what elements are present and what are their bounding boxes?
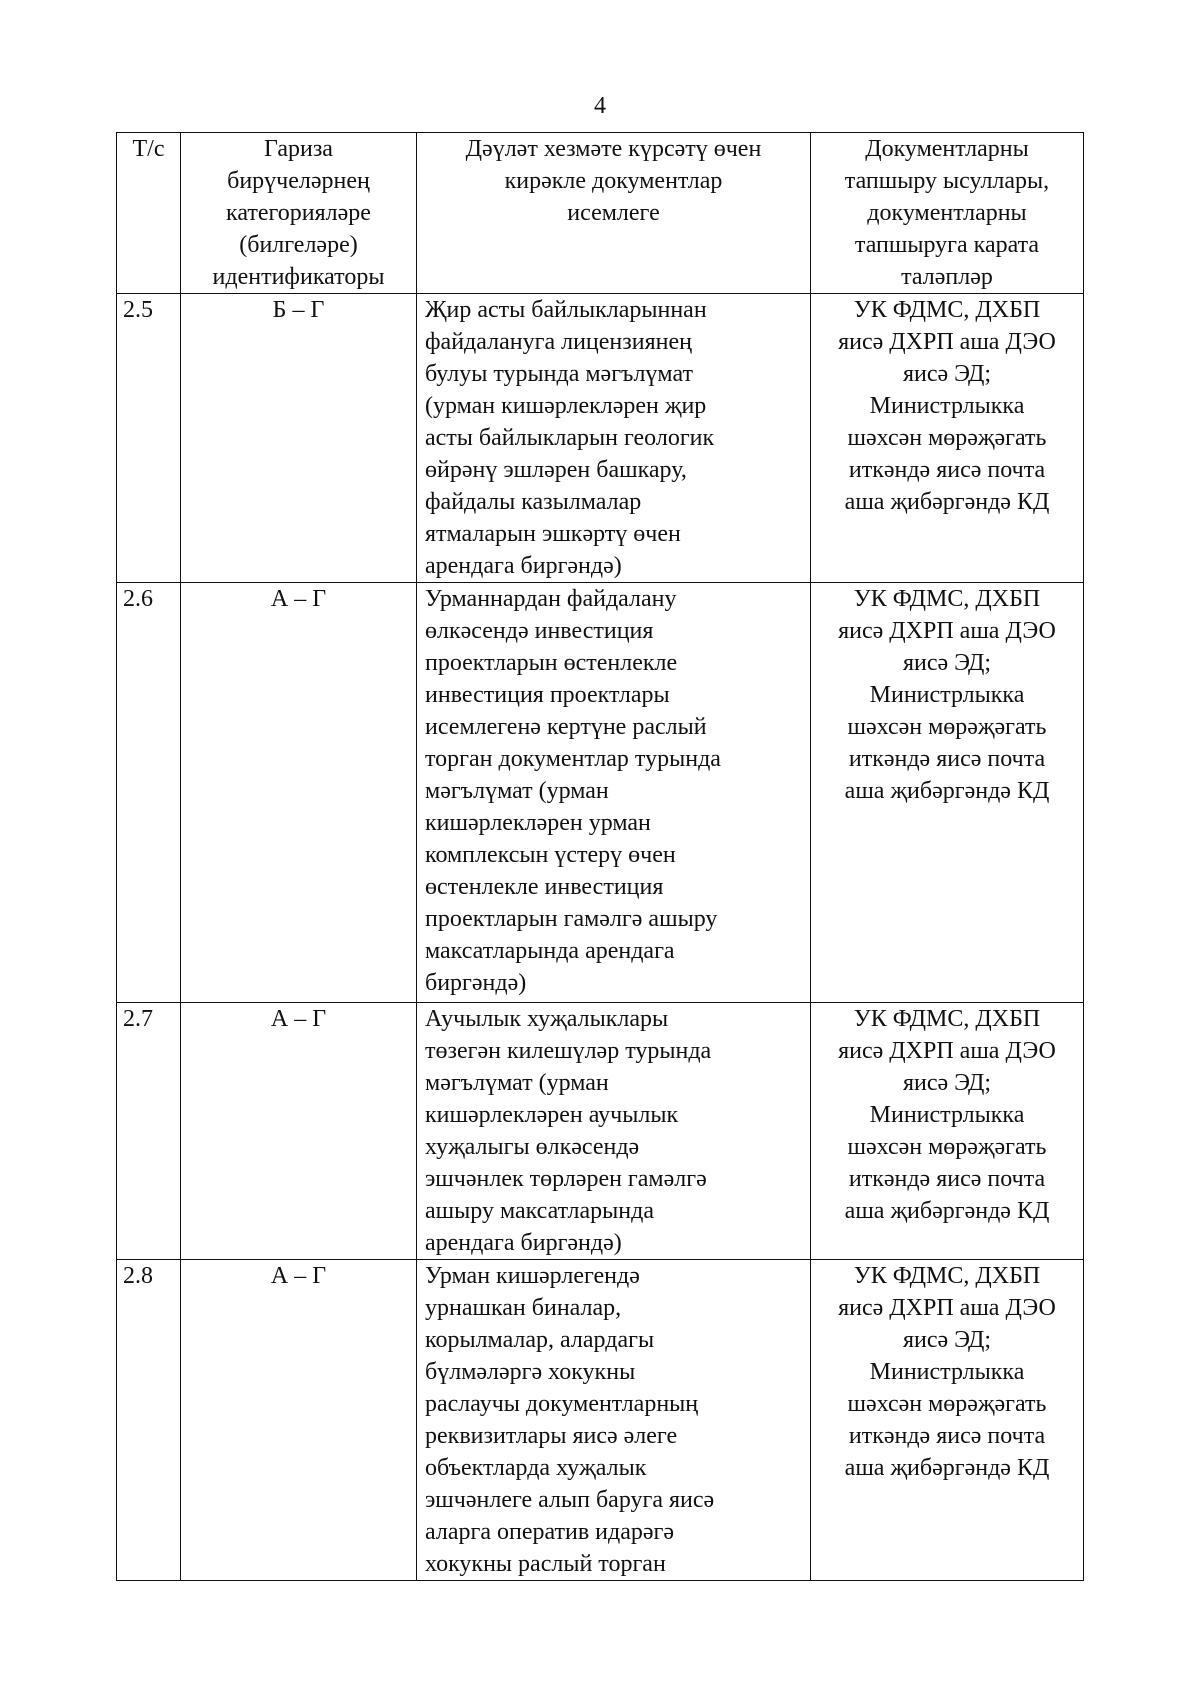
row-documents: Урман кишәрлегендә урнашкан биналар, корылмалар, алардагы бүлмәләргә хокукны раслаучы документларның реквизитлары яисә әлеге объектларда хуҗалык эшчәнлеге алып баруга яисә аларга оператив идарәгә хокукны раслый торган [417, 1260, 811, 1581]
table-row [117, 294, 1084, 583]
row-number: 2.8 [117, 1260, 181, 1581]
row-documents: Аучылык хуҗалыклары төзегән килешүләр турында мәгълүмат (урман кишәрлекләрен аучылык хуҗалыгы өлкәсендә эшчәнлек төрләрен гамәлгә ашыру максатларында арендага биргәндә) [417, 1003, 811, 1260]
table-row [117, 1260, 1084, 1581]
header-number: Т/с [117, 133, 181, 294]
row-number: 2.7 [117, 1003, 181, 1260]
services-documents-table [116, 132, 1084, 1581]
row-number: 2.5 [117, 294, 181, 583]
row-submission-method: УК ФДМС, ДХБП яисә ДХРП аша ДЭО яисә ЭД; Министрлыкка шәхсән мөрәҗәгать иткәндә яисә почта аша җибәргәндә КД [811, 1003, 1084, 1260]
header-applicant-category: Гариза бирүчеләрнең категорияләре (билгеләре) идентификаторы [181, 133, 417, 294]
page-number: 4 [594, 93, 606, 119]
row-category: А – Г [181, 1260, 417, 1581]
table-row [117, 1003, 1084, 1260]
row-documents: Урманнардан файдалану өлкәсендә инвестиция проектларын өстенлекле инвестиция проектлары исемлегенә кертүне раслый торган документлар турында мәгълүмат (урман кишәрлекләрен урман комплексын үстерү өчен өстенлекле инвестиция проектларын гамәлгә ашыру максатларында арендага биргәндә) [417, 583, 811, 1003]
header-submission-methods: Документларны тапшыру ысуллары, документларны тапшыруга карата таләпләр [811, 133, 1084, 294]
table-row [117, 583, 1084, 1003]
row-number: 2.6 [117, 583, 181, 1003]
table-header-row [117, 133, 1084, 294]
row-category: А – Г [181, 1003, 417, 1260]
row-submission-method: УК ФДМС, ДХБП яисә ДХРП аша ДЭО яисә ЭД; Министрлыкка шәхсән мөрәҗәгать иткәндә яисә почта аша җибәргәндә КД [811, 294, 1084, 583]
row-category: Б – Г [181, 294, 417, 583]
row-submission-method: УК ФДМС, ДХБП яисә ДХРП аша ДЭО яисә ЭД; Министрлыкка шәхсән мөрәҗәгать иткәндә яисә почта аша җибәргәндә КД [811, 583, 1084, 1003]
row-category: А – Г [181, 583, 417, 1003]
header-required-documents: Дәүләт хезмәте күрсәтү өчен кирәкле документлар исемлеге [417, 133, 811, 294]
row-submission-method: УК ФДМС, ДХБП яисә ДХРП аша ДЭО яисә ЭД; Министрлыкка шәхсән мөрәҗәгать иткәндә яисә почта аша җибәргәндә КД [811, 1260, 1084, 1581]
row-documents: Җир асты байлыкларыннан файдалануга лицензиянең булуы турында мәгълүмат (урман кишәрлекләрен җир асты байлыкларын геологик өйрәнү эшләрен башкару, файдалы казылмалар ятмаларын эшкәртү өчен арендага биргәндә) [417, 294, 811, 583]
